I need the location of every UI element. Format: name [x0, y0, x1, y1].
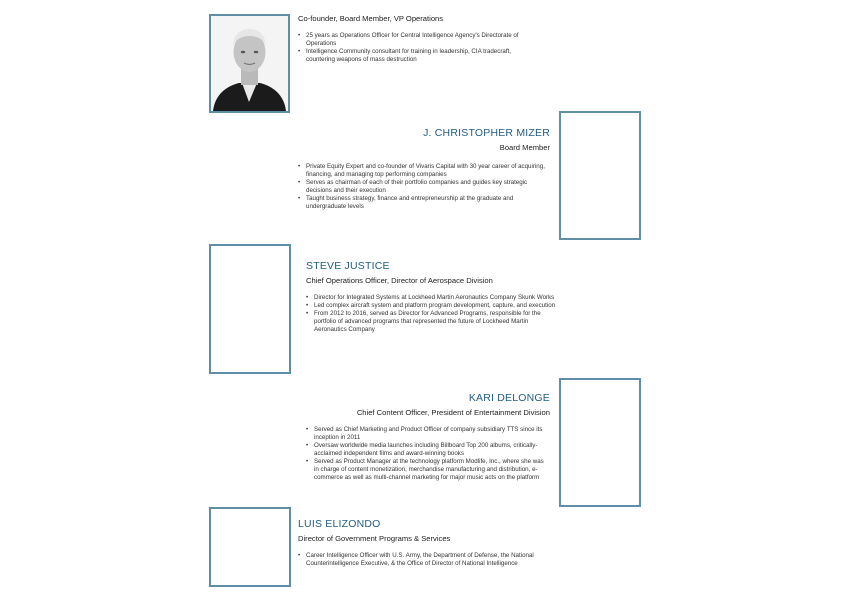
- person-block-5: [298, 518, 548, 568]
- person-block-4: [306, 392, 550, 482]
- person-role: Director of Government Programs & Services: [298, 534, 451, 543]
- bullet-item: • From 2012 to 2016, served as Director for Advanced Programs, responsible for the portfolio of advanced programs that represented the future of Lockheed Martin Aeronautics Company: [314, 310, 556, 334]
- bullet-item: • Served as Product Manager at the technology platform Modlife, Inc., where she was in charge of content monetization, merchandise manufacturing and distribution, e-commerce as well as multi-channel marketing for major music acts on the platform: [314, 458, 550, 482]
- photo-frame-1: [209, 14, 290, 113]
- bullet-list: [306, 426, 550, 482]
- photo-frame-5: [209, 507, 291, 587]
- person-name: STEVE JUSTICE: [306, 260, 390, 272]
- person-role: Chief Operations Officer, Director of Aerospace Division: [306, 276, 493, 285]
- bullet-item: • Private Equity Expert and co-founder of Vivaris Capital with 30 year career of acquiring, financing, and managing top performing companies: [306, 163, 550, 179]
- person-block-1: [298, 14, 528, 64]
- person-block-2: [298, 127, 550, 211]
- bullet-list: [298, 32, 528, 64]
- person-name: J. CHRISTOPHER MIZER: [423, 127, 550, 139]
- portrait-photo: [211, 16, 288, 111]
- bullet-list: [306, 294, 556, 334]
- bullet-item: • Career Intelligence Officer with U.S. Army, the Department of Defense, the National Counterintelligence Executive, & the Office of Director of National Intelligence: [306, 552, 548, 568]
- person-name: LUIS ELIZONDO: [298, 518, 381, 530]
- bullet-item: • Intelligence Community consultant for training in leadership, CIA tradecraft, countering weapons of mass destruction: [306, 48, 528, 64]
- bullet-item: • Serves as chairman of each of their portfolio companies and guides key strategic decisions and their execution: [306, 179, 550, 195]
- photo-frame-3: [209, 244, 291, 374]
- person-block-3: [306, 260, 556, 334]
- bullet-item: • Taught business strategy, finance and entrepreneurship at the graduate and undergraduate levels: [306, 195, 550, 211]
- bullet-item: • Led complex aircraft system and platform program development, capture, and execution: [314, 302, 556, 310]
- person-name: KARI DELONGE: [468, 392, 550, 404]
- bullet-item: • Director for Integrated Systems at Lockheed Martin Aeronautics Company Skunk Works: [314, 294, 556, 302]
- photo-frame-2: [559, 111, 641, 240]
- photo-frame-4: [559, 378, 641, 507]
- bullet-list: [298, 552, 548, 568]
- person-role: Co-founder, Board Member, VP Operations: [298, 14, 444, 23]
- bullet-item: • Served as Chief Marketing and Product Officer of company subsidiary TTS since its inception in 2011: [314, 426, 550, 442]
- bullet-item: • Oversaw worldwide media launches including Billboard Top 200 albums, critically-acclaimed independent films and award-winning books: [314, 442, 550, 458]
- bullet-list: [298, 163, 550, 211]
- bullet-item: • 25 years as Operations Officer for Central Intelligence Agency's Directorate of Operations: [306, 32, 528, 48]
- person-role: Chief Content Officer, President of Entertainment Division: [356, 408, 550, 417]
- person-role: Board Member: [499, 143, 550, 152]
- portrait-silhouette-icon: [211, 16, 288, 111]
